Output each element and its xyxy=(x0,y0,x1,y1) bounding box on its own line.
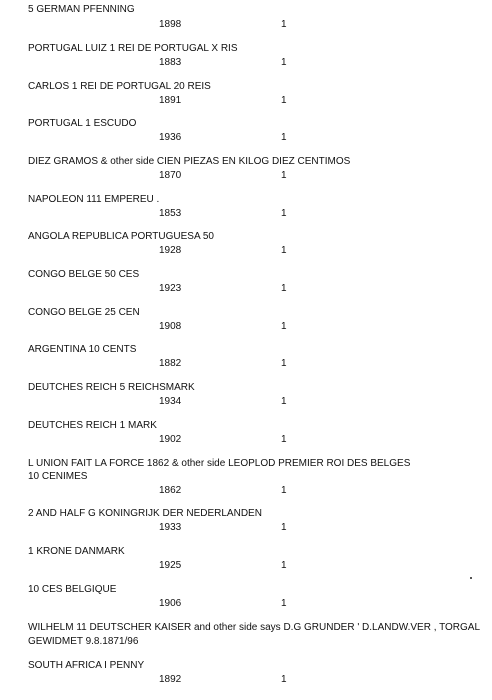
entry-17-description: WILHELM 11 DEUTSCHER KAISER and other side says D.G GRUNDER ' D.LANDW.VER , TORGAL xyxy=(28,622,481,633)
entry-18-year: 1892 xyxy=(159,674,182,685)
entry-13-description-line2: 10 CENIMES xyxy=(28,471,88,482)
entry-18-description: SOUTH AFRICA I PENNY xyxy=(28,660,145,671)
entry-9-quantity: 1 xyxy=(281,321,287,332)
entry-10-quantity: 1 xyxy=(281,358,287,369)
entry-2-year: 1883 xyxy=(159,57,182,68)
entry-12-quantity: 1 xyxy=(281,434,287,445)
entry-16-year: 1906 xyxy=(159,598,182,609)
entry-14-year: 1933 xyxy=(159,522,182,533)
entry-4-year: 1936 xyxy=(159,132,182,143)
entry-11-description: DEUTCHES REICH 5 REICHSMARK xyxy=(28,382,195,393)
entry-2-quantity: 1 xyxy=(281,57,287,68)
entry-6-quantity: 1 xyxy=(281,208,287,219)
entry-6-description: NAPOLEON 111 EMPEREU . xyxy=(28,194,160,205)
entry-2-description: PORTUGAL LUIZ 1 REI DE PORTUGAL X RIS xyxy=(28,43,238,54)
entry-1-year: 1898 xyxy=(159,19,182,30)
entry-1-description: 5 GERMAN PFENNING xyxy=(28,4,135,15)
entry-5-year: 1870 xyxy=(159,170,182,181)
entry-4-quantity: 1 xyxy=(281,132,287,143)
entry-8-description: CONGO BELGE 50 CES xyxy=(28,269,140,280)
entry-9-description: CONGO BELGE 25 CEN xyxy=(28,307,140,318)
entry-14-description: 2 AND HALF G KONINGRIJK DER NEDERLANDEN xyxy=(28,508,262,519)
entry-16-description: 10 CES BELGIQUE xyxy=(28,584,117,595)
entry-13-description: L UNION FAIT LA FORCE 1862 & other side LEOPLOD PREMIER ROI DES BELGES xyxy=(28,458,411,469)
entry-10-description: ARGENTINA 10 CENTS xyxy=(28,344,137,355)
entry-3-year: 1891 xyxy=(159,95,182,106)
entry-12-year: 1902 xyxy=(159,434,182,445)
entry-1-quantity: 1 xyxy=(281,19,287,30)
entry-15-quantity: 1 xyxy=(281,560,287,571)
entry-9-year: 1908 xyxy=(159,321,182,332)
entry-3-description: CARLOS 1 REI DE PORTUGAL 20 REIS xyxy=(28,81,211,92)
entry-5-quantity: 1 xyxy=(281,170,287,181)
entry-8-year: 1923 xyxy=(159,283,182,294)
entry-3-quantity: 1 xyxy=(281,95,287,106)
entry-7-description: ANGOLA REPUBLICA PORTUGUESA 50 xyxy=(28,231,214,242)
entry-14-quantity: 1 xyxy=(281,522,287,533)
entry-15-description: 1 KRONE DANMARK xyxy=(28,546,125,557)
entry-4-description: PORTUGAL 1 ESCUDO xyxy=(28,118,137,129)
entry-16-quantity: 1 xyxy=(281,598,287,609)
entry-10-year: 1882 xyxy=(159,358,182,369)
entry-13-year: 1862 xyxy=(159,485,182,496)
entry-7-year: 1928 xyxy=(159,245,182,256)
entry-11-year: 1934 xyxy=(159,396,182,407)
entry-13-quantity: 1 xyxy=(281,485,287,496)
entry-17-description-line2: GEWIDMET 9.8.1871/96 xyxy=(28,636,139,647)
entry-8-quantity: 1 xyxy=(281,283,287,294)
entry-15-year: 1925 xyxy=(159,560,182,571)
stray-mark xyxy=(470,577,472,579)
entry-6-year: 1853 xyxy=(159,208,182,219)
entry-5-description: DIEZ GRAMOS & other side CIEN PIEZAS EN KILOG DIEZ CENTIMOS xyxy=(28,156,351,167)
entry-11-quantity: 1 xyxy=(281,396,287,407)
entry-18-quantity: 1 xyxy=(281,674,287,685)
entry-7-quantity: 1 xyxy=(281,245,287,256)
entry-12-description: DEUTCHES REICH 1 MARK xyxy=(28,420,157,431)
